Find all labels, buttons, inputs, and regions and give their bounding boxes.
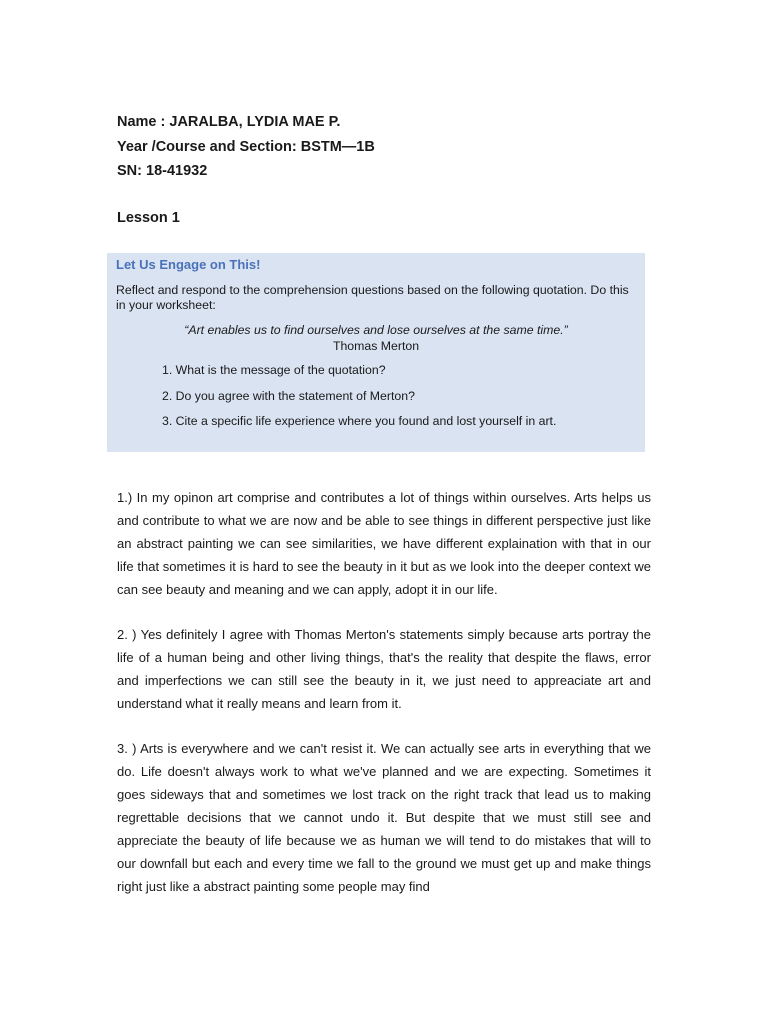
question-item: 2. Do you agree with the statement of Merton?: [162, 388, 415, 403]
engage-title: Let Us Engage on This!: [116, 257, 261, 272]
quotation: “Art enables us to find ourselves and lose ourselves at the same time.”: [184, 323, 568, 337]
question-list: [162, 363, 642, 440]
answers-section: [117, 486, 651, 920]
answer-paragraph: 2. ) Yes definitely I agree with Thomas Merton's statements simply because arts portray the life of a human being and other living things, that's the reality that despite the flaws, error and imperfections we can still see the beauty in it, we just need to appreaciate art and understand what it really means and learn from it.: [117, 627, 651, 711]
question-item: 1. What is the message of the quotation?: [162, 363, 386, 377]
student-course-section: Year /Course and Section: BSTM—1B: [117, 138, 375, 155]
answer-paragraph: 3. ) Arts is everywhere and we can't resist it. We can actually see arts in everything that we do. Life doesn't always work to what we've planned and we are expecting. Sometimes it goes sideways that and sometimes we lost track on the right track that lead us to making regrettable decisions that we cannot undo it. But despite that we must still see and appreciate the beauty of life because we as human we will tend to do mistakes that will to our downfall but each and every time we fall to the ground we must get up and make things right just like a abstract painting some people may find: [117, 741, 651, 894]
engage-instruction: Reflect and respond to the comprehension questions based on the following quotation. Do this in your worksheet:: [116, 283, 629, 312]
answer-paragraph: 1.) In my opinon art comprise and contributes a lot of things within ourselves. Arts helps us and contribute to what we are now and be able to see things in different perspective just like an abstract painting we can see similarities, we have different explaination with that in our life that sometimes it is hard to see the beauty in it but as we look into the deeper context we can see beauty and meaning and we can apply, adopt it in our life.: [117, 490, 651, 597]
student-info: [117, 110, 657, 184]
lesson-title: Lesson 1: [117, 210, 180, 226]
student-number: SN: 18-41932: [117, 163, 208, 179]
question-item: 3. Cite a specific life experience where you found and lost yourself in art.: [162, 414, 557, 428]
student-name: Name : JARALBA, LYDIA MAE P.: [117, 114, 341, 130]
quotation-author: Thomas Merton: [332, 339, 420, 353]
engage-box: [107, 253, 645, 452]
